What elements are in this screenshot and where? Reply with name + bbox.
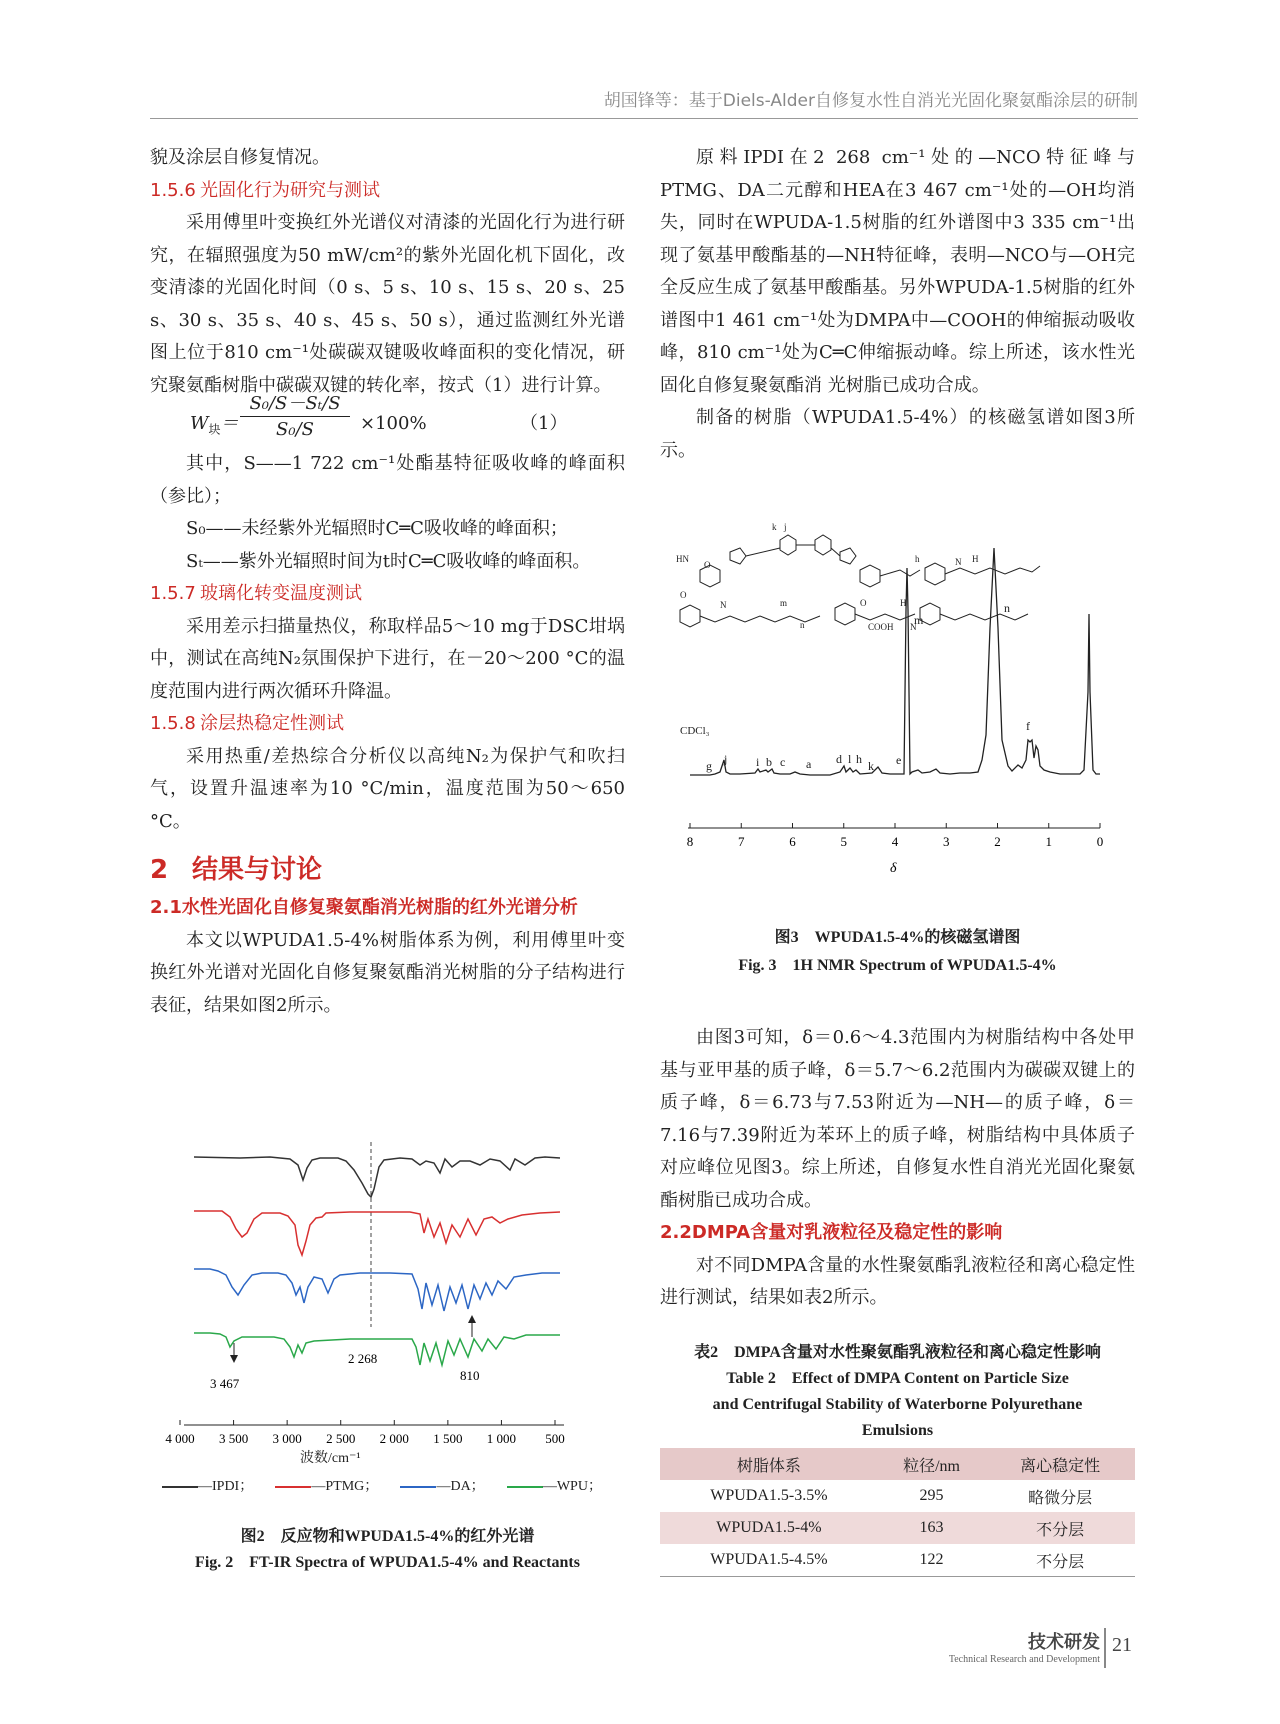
table2-caption-en-1: Table 2 Effect of DMPA Content on Particle Size [726, 1370, 1069, 1387]
formula-lhs: $W_块=$ [190, 413, 239, 437]
running-header [150, 86, 1138, 119]
nmr-plot [660, 510, 1135, 920]
fig3-caption-zh: 图3 WPUDA1.5-4%的核磁氢谱图 [774, 929, 1021, 946]
footer-divider [1104, 1628, 1106, 1668]
peak-label-j: j [724, 752, 728, 766]
ptmg-spectrum [194, 1211, 560, 1255]
table2-caption-en-2: and Centrifugal Stability of Waterborne Polyurethane [712, 1396, 1083, 1413]
table-row [660, 1544, 1135, 1577]
arrowhead-810 [468, 1315, 476, 1323]
ftir-plot [150, 1125, 625, 1465]
cell: 122 [919, 1551, 944, 1568]
legend-wpu: —WPU； [507, 1475, 602, 1495]
fig2-x-tick-label: 2 000 [379, 1431, 409, 1446]
page-number: 21 [1112, 1634, 1132, 1656]
peak-label-h: h [856, 752, 862, 766]
fig2-caption-en: Fig. 2 FT-IR Spectra of WPUDA1.5-4% and Reactants [195, 1554, 580, 1571]
svg-text:N: N [720, 600, 727, 610]
svg-text:O: O [680, 590, 687, 600]
da-spectrum [194, 1269, 560, 1311]
fig3-x-tick-label: 6 [789, 834, 796, 849]
fig2-x-tick-label: 500 [545, 1431, 565, 1446]
fig2-x-tick-label: 2 500 [326, 1431, 356, 1446]
svg-text:N: N [955, 557, 962, 567]
paragraph: 本文以WPUDA1.5-4%树脂体系为例，利用傅里叶变换红外光谱对光固化自修复聚氨酯消光树脂的分子结构进行表征，结果如图2所示。 [150, 929, 625, 1016]
svg-text:O: O [860, 598, 867, 608]
fig3-x-tick-label: 2 [994, 834, 1001, 849]
svg-text:COOH: COOH [868, 622, 894, 632]
formula-multiplier: ×100% [360, 413, 427, 434]
svg-text:j: j [784, 522, 787, 532]
peak-label-k: k [868, 759, 874, 773]
cell: 不分层 [1036, 1553, 1085, 1571]
peak-label-cdcl3: CDCl₃ [680, 725, 710, 737]
cell: WPUDA1.5-3.5% [710, 1487, 828, 1504]
section-1-5-7-heading: 1.5.7 玻璃化转变温度测试 [150, 583, 362, 604]
paragraph: 采用热重/差热综合分析仪以高纯N₂为保护气和吹扫气，设置升温速率为10 °C/min，温度范围为50～650 °C。 [150, 745, 625, 832]
table-row [660, 1480, 1135, 1512]
paragraph: 对不同DMPA含量的水性聚氨酯乳液粒径和离心稳定性进行测试，结果如表2所示。 [660, 1254, 1135, 1308]
fig3-x-tick-label: 1 [1045, 834, 1052, 849]
table-2 [660, 1448, 1135, 1577]
paragraph: 采用傅里叶变换红外光谱仪对清漆的光固化行为进行研究，在辐照强度为50 mW/cm²的紫外光固化机下固化，改变清漆的光固化时间（0 s、5 s、10 s、15 s、20 s、25 s、30 s、35 s、40 s、45 s、50 s），通过监测红外光谱图上位于810 cm⁻¹处碳碳双键吸收峰面积的变化情况，研究聚氨酯树脂中碳碳双键的转化率，按式（1）进行计算。 [150, 212, 625, 396]
cell: 不分层 [985, 1512, 1135, 1544]
figure-2-caption [150, 1524, 625, 1576]
fig2-x-tick-label: 3 000 [272, 1431, 302, 1446]
running-title: 胡国锋等：基于Diels-Alder自修复水性自消光光固化聚氨酯涂层的研制 [603, 91, 1138, 111]
equation-number: （1） [520, 413, 568, 434]
fig3-caption-en: Fig. 3 1H NMR Spectrum of WPUDA1.5-4% [738, 957, 1057, 974]
peak-label-c: c [780, 755, 786, 769]
svg-text:k: k [772, 522, 777, 532]
fig2-legend [162, 1475, 602, 1495]
paragraph: Sₜ——紫外光辐照时间为t时C═C吸收峰的峰面积。 [186, 550, 591, 572]
fig3-x-tick-label: 3 [943, 834, 950, 849]
left-column [150, 142, 625, 1022]
peak-labels [680, 601, 1030, 773]
section-1-5-6-heading: 1.5.6 光固化行为研究与测试 [150, 179, 380, 201]
svg-text:N: N [910, 622, 917, 632]
cell: 略微分层 [1028, 1489, 1093, 1507]
fig3-x-tick-label: 8 [686, 834, 694, 849]
x-axis-label: δ [890, 861, 897, 876]
fig3-x-tick-label: 5 [840, 834, 847, 849]
footer-section-en: Technical Research and Development [948, 1654, 1100, 1665]
footer-section-zh: 技术研发 [1028, 1632, 1100, 1653]
paragraph: 制备的树脂（WPUDA1.5-4%）的核磁氢谱如图3所示。 [660, 407, 1135, 461]
peak-label-n: n [1004, 601, 1010, 615]
cell: WPUDA1.5-4.5% [710, 1551, 828, 1568]
annotation-2268: 2 268 [348, 1351, 378, 1366]
legend-ipdi: —IPDI； [162, 1475, 253, 1495]
molecular-structure [680, 535, 1040, 627]
cell: 295 [919, 1487, 944, 1504]
peak-label-e: e [896, 753, 902, 767]
svg-text:n: n [800, 620, 805, 630]
cell: 163 [878, 1512, 986, 1544]
formula-denominator: S₀/S [276, 419, 314, 440]
footer-section [900, 1628, 1100, 1665]
legend-ptmg: —PTMG； [275, 1475, 378, 1495]
fig2-caption-zh: 图2 反应物和WPUDA1.5-4%的红外光谱 [240, 1528, 535, 1545]
peak-label-g: g [706, 759, 712, 773]
paragraph: S₀——未经紫外光辐照时C═C吸收峰的峰面积； [186, 518, 568, 539]
paragraph: 其中，S——1 722 cm⁻¹处酯基特征吸收峰的峰面积（参比）； [150, 453, 625, 507]
section-2-heading: 2 结果与讨论 [150, 855, 323, 885]
formula-numerator: S₀/S－Sₜ/S [240, 392, 350, 417]
table2-caption-en-3: Emulsions [861, 1422, 934, 1439]
table-row [660, 1512, 1135, 1544]
fig3-x-tick-label: 0 [1096, 834, 1104, 849]
col-header: 离心稳定性 [985, 1448, 1135, 1480]
svg-text:h: h [915, 554, 920, 564]
paragraph: 采用差示扫描量热仪，称取样品5～10 mg于DSC坩埚中，测试在高纯N₂氛围保护下进行，在－20～200 °C的温度范围内进行两次循环升降温。 [150, 615, 625, 702]
section-2-1-heading: 2.1水性光固化自修复聚氨酯消光树脂的红外光谱分析 [150, 897, 578, 918]
figure-3-caption [660, 924, 1135, 980]
section-2-2-heading: 2.2DMPA含量对乳液粒径及稳定性的影响 [660, 1222, 1003, 1243]
equation-1 [150, 393, 625, 448]
fig2-x-tick-label: 1 500 [433, 1431, 463, 1446]
paragraph: 原料IPDI在2 268 cm⁻¹处的—NCO特征峰与PTMG、DA二元醇和HEA在3 467 cm⁻¹处的—OH均消失，同时在WPUDA-1.5树脂的红外谱图中3 335 cm⁻¹出现了氨基甲酸酯基的—NH特征峰，表明—NCO与—OH完全反应生成了氨基甲酸酯基。另外WPUDA-1.5树脂的红外谱图中1 461 cm⁻¹处为DMPA中—COOH的伸缩振动吸收峰，810 cm⁻¹处为C═C伸缩振动峰。综上所述，该水性光固化自修复聚氨酯消 光树脂已成功合成。 [660, 147, 1135, 396]
right-column-bottom [660, 1022, 1135, 1315]
nmr-spectrum [690, 548, 1100, 775]
peak-label-i: i [756, 755, 760, 769]
fig2-x-tick-label: 1 000 [486, 1431, 517, 1446]
ipdi-spectrum [194, 1157, 560, 1197]
cell: WPUDA1.5-4% [660, 1512, 878, 1544]
annotation-3467: 3 467 [210, 1376, 240, 1391]
col-header: 粒径/nm [878, 1448, 986, 1480]
paragraph: 貌及涂层自修复情况。 [150, 147, 330, 168]
fig2-x-tick-label: 3 500 [218, 1431, 249, 1446]
right-column-top [660, 142, 1135, 467]
peak-label-b: b [766, 755, 772, 769]
svg-text:O: O [704, 560, 711, 570]
peak-label-a: a [806, 757, 812, 771]
svg-text:m: m [780, 598, 788, 608]
arrowhead-3467 [230, 1355, 238, 1363]
svg-text:H: H [972, 554, 979, 564]
figure-3 [660, 510, 1135, 920]
peak-label-m: m [914, 613, 924, 627]
table-header-row [660, 1448, 1135, 1480]
svg-text:H: H [900, 598, 907, 608]
legend-da: —DA； [400, 1475, 484, 1495]
peak-label-d: d [836, 752, 842, 766]
peak-label-f: f [1026, 719, 1030, 733]
table2-caption-zh: 表2 DMPA含量对水性聚氨酯乳液粒径和离心稳定性影响 [694, 1344, 1101, 1361]
section-1-5-8-heading: 1.5.8 涂层热稳定性测试 [150, 713, 344, 734]
annotation-810: 810 [460, 1368, 480, 1383]
fig3-x-tick-label: 7 [738, 834, 745, 849]
peak-label-l: l [848, 752, 852, 766]
figure-2 [150, 1125, 625, 1465]
fig2-x-tick-label: 4 000 [165, 1431, 195, 1446]
table-2-caption [660, 1340, 1135, 1444]
svg-text:HN: HN [676, 554, 689, 564]
paragraph: 由图3可知，δ＝0.6～4.3范围内为树脂结构中各处甲基与亚甲基的质子峰，δ＝5.7～6.2范围内为碳碳双键上的质子峰，δ＝6.73与7.53附近为—NH—的质子峰，δ＝7.16与7.39附近为苯环上的质子峰，树脂结构中具体质子对应峰位见图3。综上所述，自修复水性自消光光固化聚氨酯树脂已成功合成。 [660, 1027, 1135, 1211]
fig3-x-tick-label: 4 [891, 834, 899, 849]
col-header: 树脂体系 [660, 1448, 878, 1480]
x-axis-label: 波数/cm⁻¹ [300, 1451, 361, 1466]
